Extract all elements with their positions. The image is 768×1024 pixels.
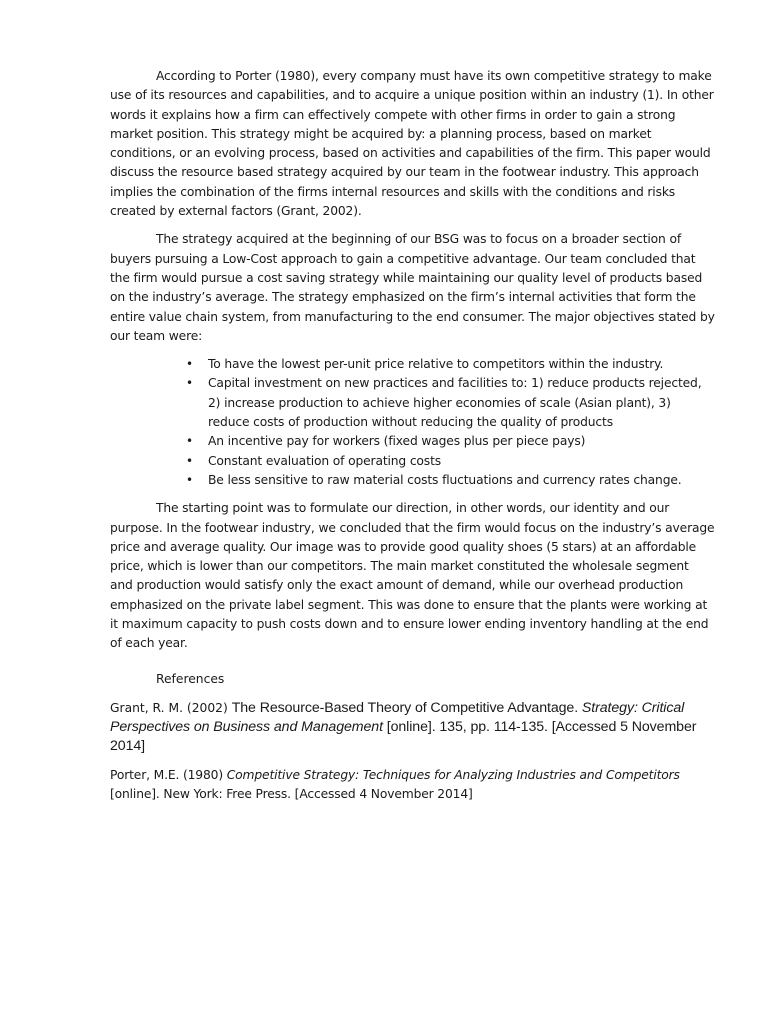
list-item: • Constant evaluation of operating costs bbox=[208, 452, 715, 471]
reference-journal: Strategy: Critical Perspectives on Business and Management bbox=[110, 700, 685, 735]
list-item: • To have the lowest per-unit price relative to competitors within the industry. bbox=[208, 355, 715, 374]
reference-details: [online]. New York: Free Press. [Accessed 4 November 2014] bbox=[110, 787, 473, 802]
bullet-icon: • bbox=[186, 434, 193, 449]
reference-title: Competitive Strategy: Techniques for Analyzing Industries and Competitors bbox=[226, 768, 680, 782]
reference-authors: Grant, R. M. (2002) bbox=[110, 701, 232, 715]
bullet-icon: • bbox=[186, 357, 193, 372]
bullet-icon: • bbox=[186, 453, 193, 468]
bullet-icon: • bbox=[186, 472, 193, 487]
paragraph-strategy: The strategy acquired at the beginning of our BSG was to focus on a broader section of buyers pursuing a Low-Cost approach to gain a competitive advantage. Our team concluded that the firm would pursue a cost saving strategy while maintaining our quality level of products based on the industry’s average. The strategy emphasized on the firm’s internal activities that form the entire value chain system, from manufacturing to the end consumer. The major objectives stated by our team were: bbox=[110, 232, 715, 343]
reference-title: The Resource-Based Theory of Competitive Advantage. bbox=[231, 700, 582, 716]
paragraph-direction: The starting point was to formulate our direction, in other words, our identity and our purpose. In the footwear industry, we concluded that the firm would focus on the industry’s average price and average quality. Our image was to provide good quality shoes (5 stars) at an affordable price, which is lower than our competitors. The main market constituted the wholesale segment and production would satisfy only the exact amount of demand, while our overhead production emphasized on the private label segment. This was done to ensure that the plants were working at it maximum capacity to push costs down and to ensure lower ending inventory handling at the end of each year. bbox=[110, 501, 715, 651]
objectives-list bbox=[110, 355, 715, 490]
reference-authors: Porter, M.E. (1980) bbox=[110, 768, 227, 782]
reference-porter bbox=[110, 766, 715, 805]
list-item: • An incentive pay for workers (fixed wages plus per piece pays) bbox=[208, 432, 715, 451]
paragraph-intro: According to Porter (1980), every company must have its own competitive strategy to make use of its resources and capabilities, and to acquire a unique position within an industry (1). In other words it explains how a firm can effectively compete with other firms in order to gain a strong market position. This strategy might be acquired by: a planning process, based on market conditions, or an evolving process, based on activities and capabilities of the firm. This paper would discuss the resource based strategy acquired by our team in the footwear industry. This approach implies the combination of the firms internal resources and skills with the conditions and risks created by external factors (Grant, 2002). bbox=[110, 69, 714, 219]
reference-grant bbox=[110, 699, 715, 756]
references-heading: References bbox=[156, 672, 225, 686]
reference-details: [online]. 135, pp. 114-135. [Accessed 5 November 2014] bbox=[110, 719, 697, 754]
bullet-icon: • bbox=[186, 376, 193, 391]
document-page bbox=[110, 67, 715, 802]
list-item: • Capital investment on new practices and facilities to: 1) reduce products rejected, 2) increase production to achieve higher economies of scale (Asian plant), 3) reduce costs of production without reducing the quality of products bbox=[186, 376, 702, 430]
list-item: • Be less sensitive to raw material costs fluctuations and currency rates change. bbox=[208, 471, 715, 490]
